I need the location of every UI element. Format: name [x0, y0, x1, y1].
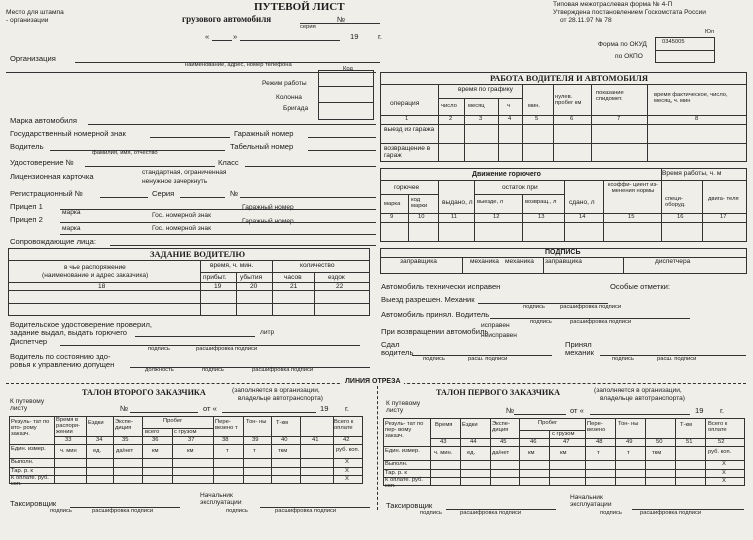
coupon2-u-t: т [226, 448, 229, 454]
work-col-schedule: время по графику [458, 86, 513, 93]
certificate-label: Удостоверение № [10, 158, 74, 167]
year-suffix: г. [378, 32, 382, 41]
coupon2-from: от « [203, 404, 217, 413]
coupon1-to-pay: К оплате. руб. коп. [385, 477, 423, 489]
coupon2-total-pay: Всего к оплате [334, 419, 354, 432]
license-card-label: Лицензионная карточка [10, 172, 94, 181]
fuel-col-engine: двига- теля [708, 196, 739, 202]
okud-label: Форма по ОКУД [598, 41, 647, 48]
coupon2-x3: X [345, 476, 349, 482]
coupon1-units: Един. измер. [385, 448, 420, 454]
fuel-col-special: специ- оборуд. [665, 196, 686, 209]
car-brand-label: Марка автомобиля [10, 116, 77, 125]
registration-label: Регистрационный № [10, 189, 83, 198]
coupon1-c52: 52 [718, 439, 725, 445]
work-col-min: мин. [528, 103, 541, 109]
work-col-operation: операция [390, 100, 420, 107]
coupon2-x2: X [345, 468, 349, 474]
coupon2-c41: 41 [312, 437, 319, 443]
coupon2-to-list: К путевому листу [10, 398, 45, 412]
coupon1-taxing-sign: подпись [420, 510, 442, 516]
coupon1-u-rub: руб. коп. [708, 449, 732, 455]
mechanic-sign: подпись [612, 356, 634, 362]
license-option-2: ненужное зачеркнуть [142, 178, 208, 185]
task-title: ЗАДАНИЕ ВОДИТЕЛЮ [150, 249, 246, 259]
fuel-title: Движение горючего [472, 171, 541, 178]
garage-number-label: Гаражный номер [234, 129, 294, 138]
coupon1-result: Резуль- тат по пер- вому заказч. [385, 421, 424, 440]
coupon1-c48: 48 [596, 439, 603, 445]
coupon2-column-head: Начальник эксплуатации [200, 492, 242, 506]
stamp-org-label: - организации [6, 17, 49, 24]
coupon2-number: № [120, 404, 129, 413]
escorts-label: Сопровождающие лица: [10, 237, 96, 246]
signatures-title: ПОДПИСЬ [545, 249, 581, 256]
number-field-label: № [230, 189, 239, 198]
fuel-n14: 14 [579, 214, 586, 220]
coupon1-head-sign: подпись [600, 510, 622, 516]
work-mode-label: Режим работы [262, 80, 307, 87]
return-not-ok: неисправен [481, 332, 517, 339]
coupon2-transport: Пере- везено т [215, 419, 238, 432]
coupon1-x3: X [722, 478, 726, 484]
form-type-line1: Типовая межотраслевая форма № 4-П [553, 1, 673, 8]
coupon1-x2: X [722, 470, 726, 476]
work-n8: 8 [695, 116, 699, 122]
coupon2-time-at: Время в распоря- жении [56, 417, 80, 436]
coupon2-c38: 38 [222, 437, 229, 443]
task-col-qty: количество [300, 262, 335, 269]
year-prefix: 19 [350, 32, 359, 41]
task-col-time: время, ч. мин. [210, 262, 254, 269]
coupon1-u-t: т [597, 450, 600, 456]
coupon1-x1: X [722, 461, 726, 467]
coupon1-year: 19 [695, 406, 704, 415]
liters-label: литр [260, 329, 275, 336]
car-ok-label: Автомобиль технически исправен [381, 282, 501, 291]
series-label: серия [300, 24, 316, 30]
coupon2-u-hmin: ч. мин [60, 448, 77, 454]
on-return-label: При возвращении автомобиль [381, 327, 489, 336]
series-field-label: Серия [152, 189, 175, 198]
coupon2-u-danet: да/нет [116, 448, 134, 454]
work-col-h: ч [507, 103, 511, 109]
coupon1-cargo: с грузом [552, 431, 575, 437]
organization-label: Организация [10, 54, 56, 63]
sign-mechanic-b: механика [505, 258, 534, 265]
work-row-garage-in: возвращение в гараж [384, 145, 431, 159]
coupon1-c50: 50 [656, 439, 663, 445]
coupon2-x1: X [345, 459, 349, 465]
coupon2-done: Выполн. [11, 459, 34, 465]
work-col-month: месяц [468, 103, 485, 109]
coupon1-u-ed: ед. [467, 450, 476, 456]
coupon1-note-2: владельце автотранспорта) [600, 395, 685, 402]
coupon2-u-t2: т [253, 448, 256, 454]
fuel-col-brand: марка [384, 201, 401, 207]
coupon2-c40: 40 [281, 437, 288, 443]
task-col-arrival: прибыт. [203, 274, 227, 281]
exit-sign: подпись [523, 304, 545, 310]
accepted-sign: подпись [530, 319, 552, 325]
coupon2-g: г. [345, 404, 349, 413]
coupon1-mileage: Пробег [538, 420, 558, 426]
coupon2-c34: 34 [96, 437, 103, 443]
work-mode-code-box [318, 70, 374, 120]
car-accepted-label: Автомобиль принял. Водитель [381, 310, 490, 319]
fuel-n17: 17 [720, 214, 727, 220]
sign-refueler: заправщика [400, 258, 437, 265]
class-label: Класс [218, 158, 239, 167]
tab-number-label: Табельный номер [230, 142, 294, 151]
health-decode: расшифровка подписи [252, 367, 314, 373]
coupon1-c43: 43 [440, 439, 447, 445]
fuel-n13: 13 [538, 214, 545, 220]
coupon1-transport: Пере- везено [587, 421, 606, 434]
special-marks-label: Особые отметки: [610, 282, 671, 291]
coupon-divider [377, 386, 378, 510]
dispatcher-label: Диспетчер [10, 337, 48, 346]
coupon2-u-km2: км [187, 448, 194, 454]
coupon2-taxing-label: Таксировщик [10, 499, 57, 508]
date-quote-open: « [205, 32, 210, 41]
work-n1: 1 [405, 116, 409, 122]
coupon1-g: г. [720, 406, 724, 415]
coupon2-units: Един. измер. [11, 446, 46, 452]
coupon1-time: Время [435, 422, 453, 428]
coupon2-u-ed: ед. [93, 448, 102, 454]
fuel-col-fuel: горючее [394, 184, 420, 191]
fuel-col-coef: коэффи- циент из- менения нормы [607, 182, 659, 195]
fuel-col-return: возвращ., л [525, 199, 557, 205]
coupon1-tkm: Т-км [680, 422, 692, 428]
accepted-decode: расшифровка подписи [570, 319, 632, 325]
work-n6: 6 [570, 116, 574, 122]
coupon1-done: Выполн. [385, 461, 408, 467]
exit-decode: расшифровка подписи [560, 304, 622, 310]
task-col-hours: часов [284, 274, 302, 281]
coupon1-ton: Тон- ны [618, 421, 639, 427]
license-checked-label: Водительское удостоверение проверил, [10, 320, 153, 329]
coupon2-c36: 36 [152, 437, 159, 443]
coupon1-c45: 45 [500, 439, 507, 445]
form-subtitle: грузового автомобиля [182, 14, 272, 24]
corner-code: Юл [705, 29, 714, 35]
coupon1-c47: 47 [563, 439, 570, 445]
column-label: Колонна [276, 94, 302, 101]
fuel-col-remain: остаток при [502, 184, 538, 191]
coupon2-ton: Тон- ны [246, 419, 267, 425]
fuel-col-handed: сдано, л [569, 199, 595, 206]
health-position: должность [145, 367, 174, 373]
coupon2-c33: 33 [65, 437, 72, 443]
health-label-1: Водитель по состоянию здо- [10, 352, 111, 361]
coupon1-to-list: К путевому листу [386, 400, 421, 414]
accepted-mechanic-label: механик [565, 348, 594, 357]
work-n3: 3 [479, 116, 483, 122]
coupon2-c42: 42 [343, 437, 350, 443]
fuel-col-code: код марки [411, 197, 428, 210]
trailer1-garage-number: Гаражный номер [242, 204, 294, 211]
form-type-line2: Утверждена постановлением Госкомстата России [553, 9, 706, 16]
form-title: ПУТЕВОЙ ЛИСТ [254, 1, 345, 13]
coupon2-head-decode: расшифровка подписи [275, 508, 337, 514]
number-sign: № [337, 15, 346, 24]
task-n21: 21 [290, 283, 298, 290]
fuel-n16: 16 [677, 214, 684, 220]
coupon1-u-hmin: ч. мин. [434, 450, 453, 456]
health-sign: подпись [202, 367, 224, 373]
work-n7: 7 [617, 116, 621, 122]
sign-dispatcher: диспетчера [655, 258, 691, 265]
coupon1-note-1: (заполняется в организации, [594, 387, 682, 394]
coupon1-number: № [506, 406, 515, 415]
gov-number-label: Государственный номерной знак [10, 129, 126, 138]
okud-value: 0345005 [662, 39, 685, 45]
coupon2-title: ТАЛОН ВТОРОГО ЗАКАЗЧИКА [82, 388, 206, 397]
handed-driver-label: водитель [381, 348, 414, 357]
task-col-whose-1: в чье распоряжение [64, 264, 126, 271]
coupon1-head-decode: расшифровка подписи [640, 510, 702, 516]
sign-refueler-b: заправщика [545, 258, 582, 265]
coupon2-forwarding: Экспе- диция [115, 419, 133, 432]
trailer2-garage-number: Гаражный номер [242, 218, 294, 225]
task-n19: 19 [214, 283, 222, 290]
coupon2-c39: 39 [252, 437, 259, 443]
fuel-work-time: Время работы, ч. м [662, 170, 722, 177]
coupon1-u-tkm: ткм [652, 450, 662, 456]
coupon1-c51: 51 [686, 439, 693, 445]
fuel-n11: 11 [451, 214, 458, 220]
coupon2-year: 19 [320, 404, 329, 413]
coupon1-tariff: Тар. р. к [385, 470, 407, 476]
fuel-col-departure: выезде, л [477, 199, 504, 205]
fuel-n12: 12 [493, 214, 500, 220]
task-n18: 18 [98, 283, 106, 290]
coupon2-total: всего [145, 429, 160, 435]
okpo-label: по ОКПО [615, 53, 643, 60]
coupon2-u-tkm: ткм [278, 448, 288, 454]
work-col-zero-run: нулев. пробег км [555, 94, 582, 107]
dispatcher-decode: расшифровка подписи [196, 346, 258, 352]
coupon2-cargo: с грузом [174, 429, 197, 435]
coupon2-taxing-sign: подпись [50, 508, 72, 514]
coupon2-note-2: владельце автотранспорта) [238, 395, 323, 402]
date-quote-close: » [233, 32, 238, 41]
coupon2-to-pay: К оплате. руб. коп. [11, 475, 49, 487]
license-option-1: стандартная, ограниченная [142, 169, 227, 176]
fuel-n9: 9 [390, 214, 394, 220]
coupon2-u-km: км [152, 448, 159, 454]
driver-label: Водитель [10, 142, 44, 151]
task-col-trips: ездок [328, 274, 345, 281]
coupon1-title: ТАЛОН ПЕРВОГО ЗАКАЗЧИКА [436, 388, 561, 397]
coupon1-c46: 46 [530, 439, 537, 445]
task-n22: 22 [336, 283, 344, 290]
coupon1-u-danet: да/нет [492, 450, 510, 456]
coupon2-tkm: Т-км [276, 420, 288, 426]
fuel-n10: 10 [418, 214, 425, 220]
work-col-fact-time: время фактическое, число, месяц, ч. мин [654, 92, 728, 105]
coupon1-u-t2: т [627, 450, 630, 456]
mechanic-decode: расш. подписи [657, 356, 697, 362]
coupon2-taxing-decode: расшифровка подписи [92, 508, 154, 514]
coupon1-u-km: км [528, 450, 535, 456]
trailer1-gov-number: Гос. номерной знак [152, 212, 211, 219]
work-n2: 2 [449, 116, 453, 122]
task-col-whose-2: (наименование и адрес заказчика) [42, 272, 149, 279]
coupon1-c49: 49 [626, 439, 633, 445]
coupon2-head-sign: подпись [226, 508, 248, 514]
organization-hint: наименование, адрес, номер телефона [185, 62, 292, 68]
coupon2-u-rub: руб. коп. [336, 447, 360, 453]
fuel-col-issued: выдано, л [442, 199, 473, 206]
coupon2-c37: 37 [188, 437, 195, 443]
return-ok: исправен [481, 322, 510, 329]
task-col-departure: убытия [240, 274, 263, 281]
coupon2-result: Резуль- тат по вто- рому заказч. [11, 419, 50, 438]
coupon1-u-km2: км [560, 450, 567, 456]
handed-decode: расш. подписи [468, 356, 508, 362]
work-col-speedometer: показание спидомет. [596, 90, 624, 103]
coupon1-taxing-decode: расшифровка подписи [460, 510, 522, 516]
coupon2-c35: 35 [122, 437, 129, 443]
coupon2-trips: Ездки [88, 420, 104, 426]
code-label: Код [343, 66, 353, 72]
coupon1-column-head: Начальник эксплуатации [570, 494, 612, 508]
sign-mechanic-a: механика [470, 258, 499, 265]
trailer1-brand: марка [62, 209, 81, 216]
trailer2-label: Прицеп 2 [10, 215, 43, 224]
brigade-label: Бригада [283, 105, 309, 112]
work-title: РАБОТА ВОДИТЕЛЯ И АВТОМОБИЛЯ [490, 73, 649, 83]
coupon1-c44: 44 [470, 439, 477, 445]
coupon2-mileage: Пробег [163, 418, 183, 424]
coupon1-from: от « [570, 406, 584, 415]
coupon1-taxing-label: Таксировщик [386, 501, 433, 510]
health-label-2: ровья к управлению допущен [10, 360, 115, 369]
form-type-line3: от 28.11.97 № 78 [560, 17, 612, 24]
handed-sign: подпись [423, 356, 445, 362]
work-col-number: число [441, 103, 457, 109]
dispatcher-sign: подпись [148, 346, 170, 352]
stamp-place-label: Место для штампа [6, 9, 64, 16]
coupon1-forward: Экспе- диция [492, 421, 510, 434]
coupon1-trips: Ездки [462, 422, 478, 428]
task-issued-label: задание выдал, выдать горючего [10, 328, 128, 337]
driver-hint: фамилия, имя, отчество [92, 150, 158, 156]
coupon2-tariff: Тар. р. к [11, 468, 33, 474]
task-n20: 20 [250, 283, 258, 290]
trailer1-label: Прицеп 1 [10, 202, 43, 211]
fuel-n15: 15 [628, 214, 635, 220]
accepted-by-label: Принял [565, 340, 592, 349]
cut-line-label: ЛИНИЯ ОТРЕЗА [342, 378, 404, 385]
coupon1-total-pay: Всего к оплате [708, 421, 728, 434]
coupon2-note-1: (заполняется в организации, [232, 387, 320, 394]
exit-allowed-label: Выезд разрешен. Механик [381, 295, 475, 304]
handed-label: Сдал [381, 340, 400, 349]
work-n5: 5 [535, 116, 539, 122]
work-row-garage-out: выезд из гаража [384, 126, 435, 133]
trailer2-gov-number: Гос. номерной знак [152, 225, 211, 232]
work-n4: 4 [508, 116, 512, 122]
trailer2-brand: марка [62, 225, 81, 232]
